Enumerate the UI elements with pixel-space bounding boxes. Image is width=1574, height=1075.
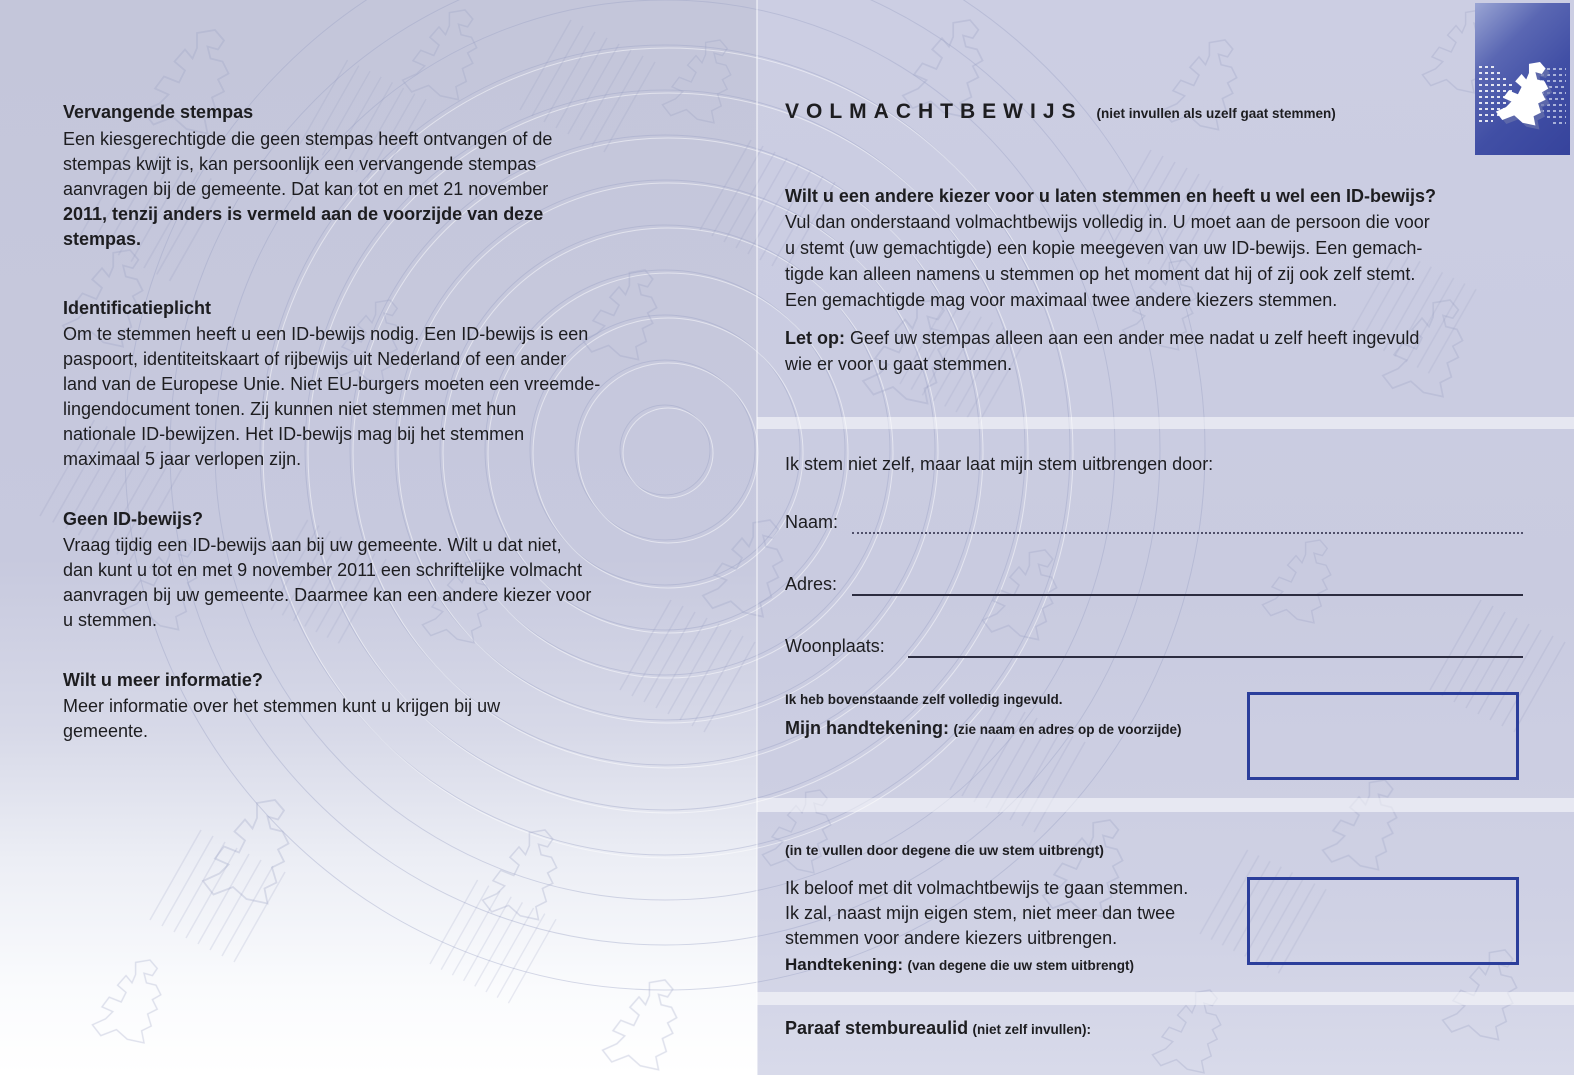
fold-divider xyxy=(756,0,758,1075)
paragraph-line: Om te stemmen heeft u een ID-bewijs nodig. Een ID-bewijs is een xyxy=(63,324,589,344)
paragraph-line: gemeente. xyxy=(63,721,149,741)
intro-line: u stemt (uw gemachtigde) een kopie meegeven van uw ID-bewijs. Een gemach- xyxy=(785,238,1423,258)
paragraph-line: aanvragen bij uw gemeente. Daarmee kan een andere kiezer voor xyxy=(63,585,592,605)
address-field-label: Adres: xyxy=(785,574,838,594)
page-title-row xyxy=(785,100,1336,124)
paraaf-note: (niet zelf invullen): xyxy=(972,1022,1092,1037)
page-title: VOLMACHTBEWIJS xyxy=(785,100,1083,123)
paragraph-line: dan kunt u tot en met 9 november 2011 een schriftelijke volmacht xyxy=(63,560,582,580)
warning-text: Geef uw stempas alleen aan een ander mee nadat u zelf heeft ingevuld xyxy=(845,328,1420,348)
paragraph-line: maximaal 5 jaar verlopen zijn. xyxy=(63,449,302,469)
intro-line: tigde kan alleen namens u stemmen op het moment dat hij of zij ook zelf stemt. xyxy=(785,264,1416,284)
city-field-label: Woonplaats: xyxy=(785,636,885,656)
paragraph-line: lingendocument tonen. Zij kunnen niet stemmen met hun xyxy=(63,399,517,419)
warning-line: wie er voor u gaat stemmen. xyxy=(785,354,1013,374)
section-heading-vervangende-stempas: Vervangende stempas xyxy=(63,102,254,122)
paragraph-line: aanvragen bij de gemeente. Dat kan tot en met 21 november xyxy=(63,179,549,199)
paragraph-line: 2011, tenzij anders is vermeld aan de voorzijde van deze xyxy=(63,204,544,224)
voter-signature-row xyxy=(785,716,1182,741)
paragraph-line: Vraag tijdig een ID-bewijs aan bij uw gemeente. Wilt u dat niet, xyxy=(63,535,562,555)
proxy-signature-note: (van degene die uw stem uitbrengt) xyxy=(907,958,1135,973)
paragraph-line: stempas kwijt is, kan persoonlijk een vervangende stempas xyxy=(63,154,537,174)
paragraph-line: stempas. xyxy=(63,229,142,249)
name-field-line[interactable] xyxy=(852,512,1523,534)
paraaf-label: Paraaf stembureaulid xyxy=(785,1018,969,1038)
divider-band-2 xyxy=(757,798,1574,812)
page-title-note: (niet invullen als uzelf gaat stemmen) xyxy=(1096,106,1336,121)
intro-line: Een gemachtigde mag voor maximaal twee andere kiezers stemmen. xyxy=(785,290,1338,310)
address-field-line[interactable] xyxy=(852,574,1523,596)
proxy-signature-label: Handtekening: xyxy=(785,955,904,974)
promise-line: Ik beloof met dit volmachtbewijs te gaan stemmen. xyxy=(785,878,1189,898)
paragraph-line: Een kiesgerechtigde die geen stempas heeft ontvangen of de xyxy=(63,129,553,149)
section-heading-meer-informatie: Wilt u meer informatie? xyxy=(63,670,263,690)
promise-line: Ik zal, naast mijn eigen stem, niet meer dan twee xyxy=(785,903,1176,923)
voter-signature-note: (zie naam en adres op de voorzijde) xyxy=(953,722,1182,737)
name-field-label: Naam: xyxy=(785,512,839,532)
self-filled-statement: Ik heb bovenstaande zelf volledig ingevuld. xyxy=(785,692,1063,707)
proxy-signature-row xyxy=(785,952,1134,977)
voter-signature-box[interactable] xyxy=(1247,692,1519,780)
warning-line xyxy=(785,325,1419,351)
proxy-signature-box[interactable] xyxy=(1247,877,1519,965)
divider-band-1 xyxy=(757,417,1574,429)
netherlands-map-icon xyxy=(1475,3,1570,155)
section-heading-identificatieplicht: Identificatieplicht xyxy=(63,298,212,318)
paragraph-line: Meer informatie over het stemmen kunt u krijgen bij uw xyxy=(63,696,501,716)
warning-label: Let op: xyxy=(785,328,845,348)
proxy-section-note: (in te vullen door degene die uw stem uitbrengt) xyxy=(785,842,1104,858)
paragraph-line: u stemmen. xyxy=(63,610,158,630)
delegate-intro: Ik stem niet zelf, maar laat mijn stem uitbrengen door: xyxy=(785,454,1214,474)
paragraph-line: nationale ID-bewijzen. Het ID-bewijs mag bij het stemmen xyxy=(63,424,525,444)
promise-line: stemmen voor andere kiezers uitbrengen. xyxy=(785,928,1118,948)
paragraph-line: paspoort, identiteitskaart of rijbewijs uit Nederland of een ander xyxy=(63,349,567,369)
netherlands-map-logo xyxy=(1475,3,1570,155)
paraaf-row xyxy=(785,1016,1091,1041)
divider-band-3 xyxy=(757,992,1574,1005)
section-heading-geen-id-bewijs: Geen ID-bewijs? xyxy=(63,509,204,529)
voter-signature-label: Mijn handtekening: xyxy=(785,718,949,738)
intro-line: Vul dan onderstaand volmachtbewijs volledig in. U moet aan de persoon die voor xyxy=(785,212,1430,232)
intro-line: Wilt u een andere kiezer voor u laten stemmen en heeft u wel een ID-bewijs? xyxy=(785,186,1437,206)
paragraph-line: land van de Europese Unie. Niet EU-burgers moeten een vreemde- xyxy=(63,374,601,394)
city-field-line[interactable] xyxy=(908,636,1523,658)
